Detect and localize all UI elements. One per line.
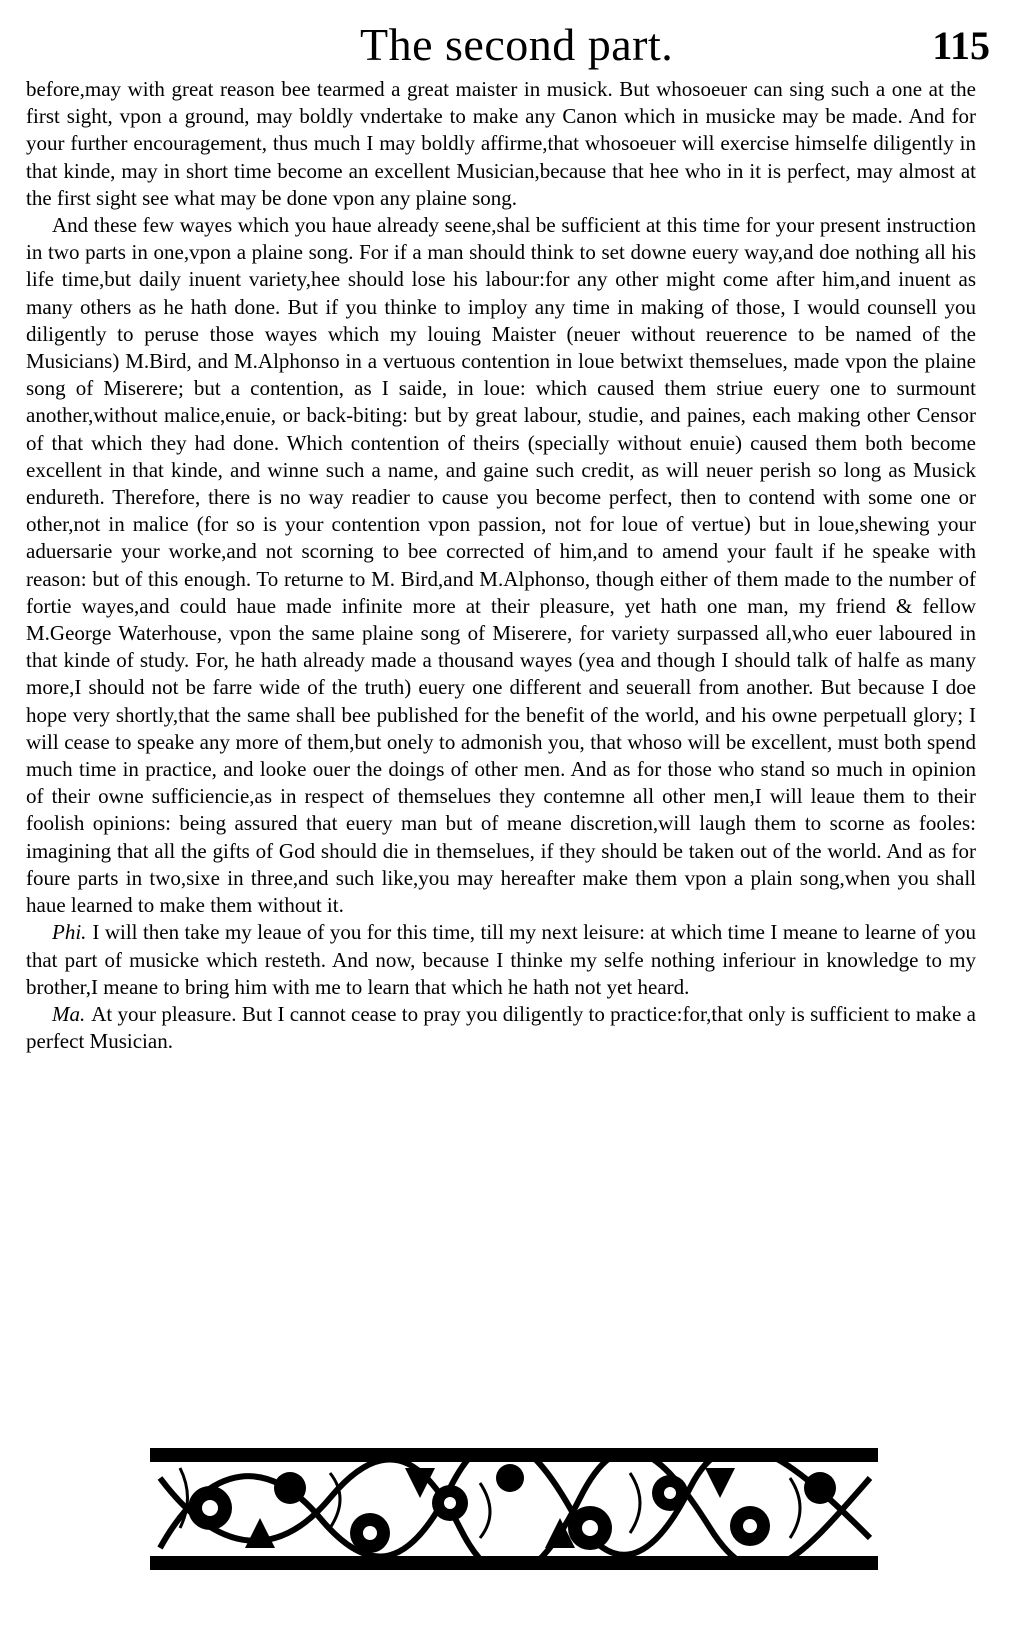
speaker-ma: Ma.: [52, 1001, 86, 1026]
dialogue-ma-text: At your pleasure. But I cannot cease to pray you diligently to practice:for,that only is sufficient to make a perfect Musician.: [26, 1001, 976, 1054]
speaker-phi: Phi.: [52, 920, 87, 945]
paragraph-1: before,may with great reason bee tearmed a great maister in musick. But whosoeuer can sing such a one at the first sight, vpon a ground, may boldly vndertake to make any Canon which in musicke may be made. And for your further encouragement, thus much I may boldly affirme,that whosoeuer will exercise himselfe diligently in that kinde, may in short time become an excellent Musician,because that hee who in it is perfect, may almost at the first sight see what may be done vpon any plaine song.: [26, 77, 976, 210]
running-title: The second part.: [360, 19, 674, 70]
page-number: 115: [932, 23, 990, 68]
dialogue-ma: [26, 1001, 976, 1055]
running-head: [20, 14, 990, 74]
dialogue-phi: [26, 919, 976, 1001]
paragraph-2: And these few wayes which you haue already seene,shal be sufficient at this time for your present instruction in two parts in one,vpon a plaine song. For if a man should think to set downe euery way,and doe nothing all his life time,but daily inuent variety,hee should lose his labour:for any other might come after him,and inuent as many others as he hath done. But if you thinke to imploy any time in making of those, I would counsell you diligently to peruse those wayes which my louing Maister (neuer without reuerence to be named of the Musicians) M.Bird, and M.Alphonso in a vertuous contention in loue betwixt themselues, made vpon the plaine song of Miserere; but a contention, as I saide, in loue: which caused them striue euery one to surmount another,without malice,enuie, or back-biting: but by great labour, studie, and paines, each making other Censor of that which they had done. Which contention of theirs (specially without enuie) caused them both become excellent in that kinde, and winne such a name, and gaine such credit, as will neuer perish so long as Musick endureth. Therefore, there is no way readier to cause you become perfect, then to contend with some one or other,not in malice (for so is your contention vpon passion, not for loue of vertue) but in loue,shewing your aduersarie your worke,and not scorning to bee corrected of him,and to amend your fault if he speake with reason: but of this enough. To returne to M. Bird,and M.Alphonso, though either of them made to the number of fortie wayes,and could haue made infinite more at their pleasure, yet hath one man, my friend & fellow M.George Waterhouse, vpon the same plaine song of Miserere, for variety surpassed all,who euer laboured in that kinde of study. For, he hath already made a thousand wayes (yea and though I should talk of halfe as many more,I should not be farre wide of the truth) euery one different and seuerall from another. But because I doe hope very shortly,that the same shall bee published for the benefit of the world, and his owne perpetuall glory; I will cease to speake any more of them,but onely to admonish you, that whoso will be excellent, must both spend much time in practice, and looke ouer the doings of other men. And as for those who stand so much in opinion of their owne sufficiencie,as in respect of themselues they contemne all other men,I will leaue them to their foolish opinions: being assured that euery man but of meane discretion,will laugh them to scorne as fooles: imagining that all the gifts of God should die in themselues, if they should be taken out of the world. And as for foure parts in two,sixe in three,and such like,you may hereafter make them vpon a plain song,when you shall haue learned to make them without it.: [26, 213, 976, 918]
dialogue-phi-text: I will then take my leaue of you for this time, till my next leisure: at which time I meane to learne of you that part of musicke which resteth. And now, because I thinke my selfe nothing inferiour in knowledge to my brother,I meane to bring him with me to learn that which he hath not yet heard.: [26, 920, 976, 999]
decorative-ornament-band: [150, 1448, 878, 1570]
body-text: [26, 76, 976, 1055]
